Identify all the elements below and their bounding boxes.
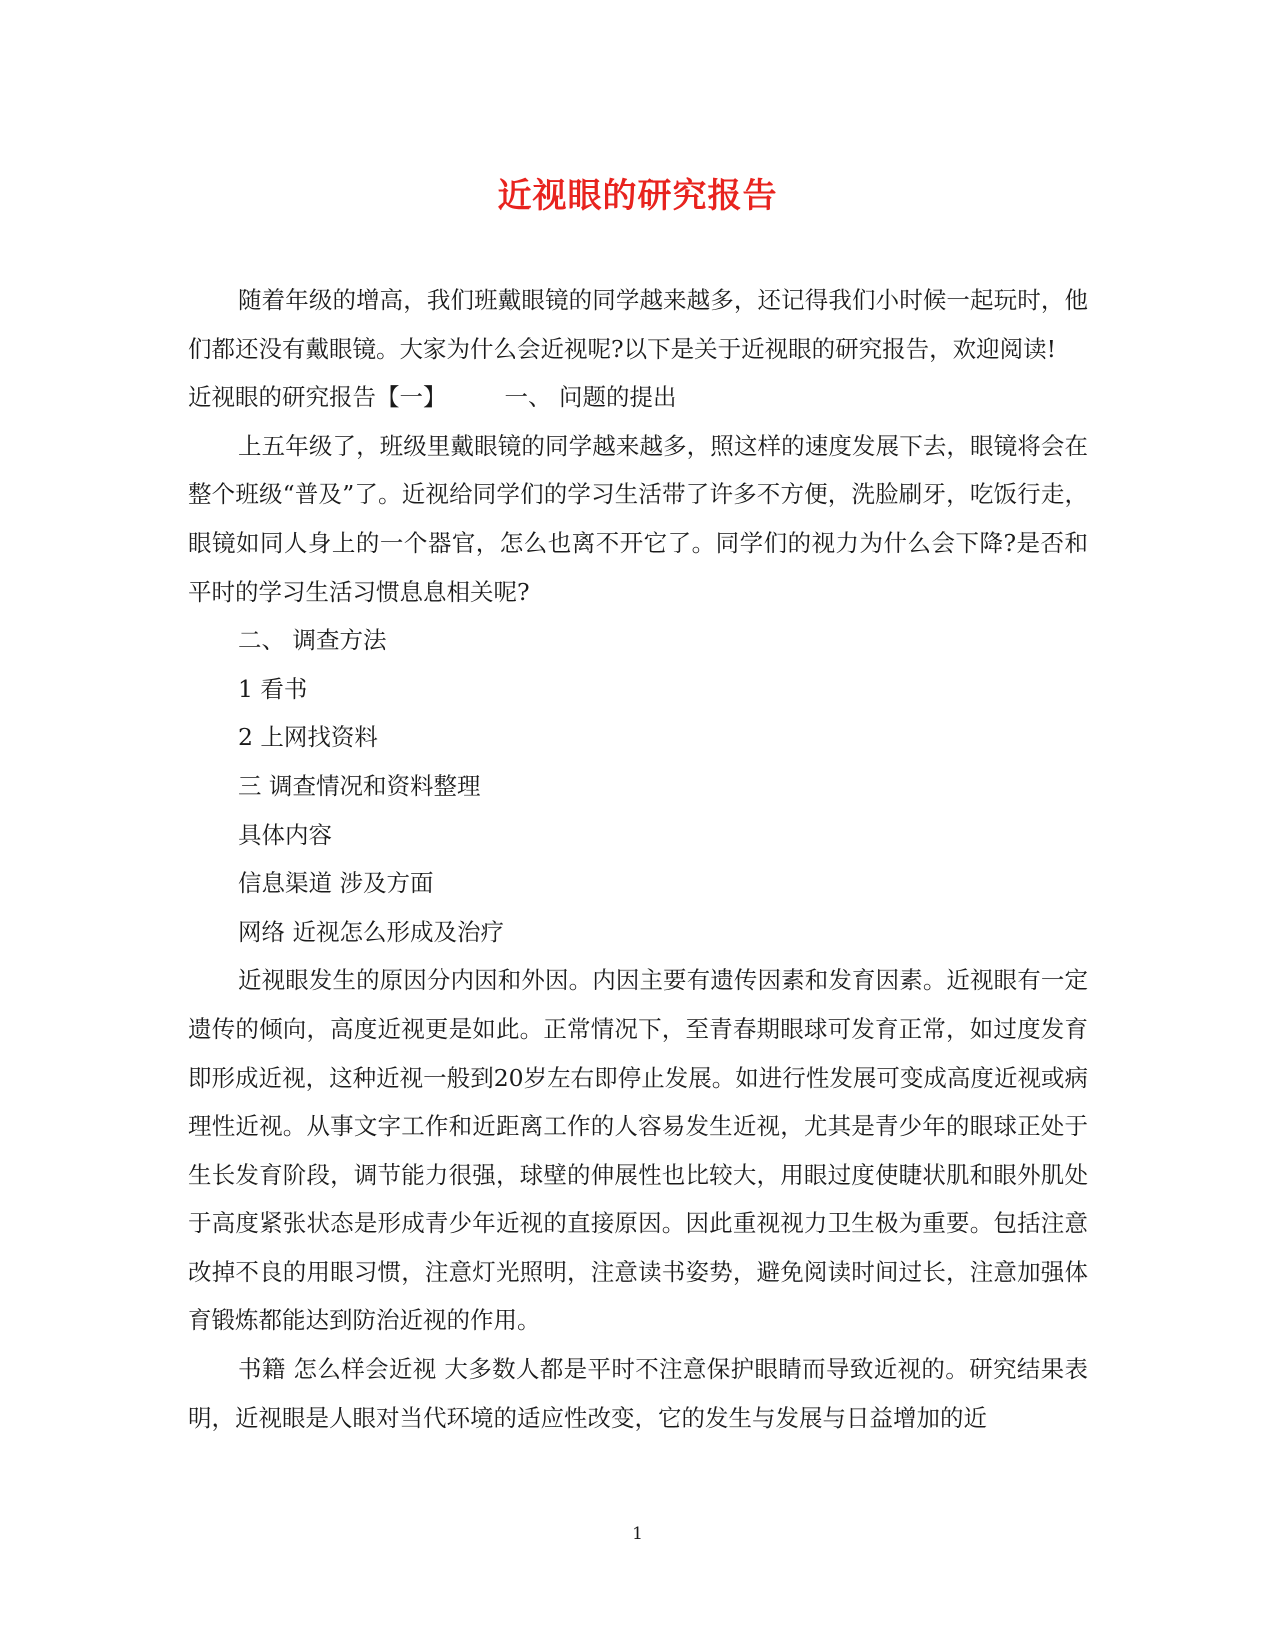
cause-paragraph: 近视眼发生的原因分内因和外因。内因主要有遗传因素和发育因素。近视眼有一定遗传的倾向，高度近视更是如此。正常情况下，至青春期眼球可发育正常，如过度发育即形成近视，这种近视一般到20岁左右即停止发展。如进行性发展可变成高度近视或病理性近视。从事文字工作和近距离工作的人容易发生近视，尤其是青少年的眼球正处于生长发育阶段，调节能力很强，球壁的伸展性也比较大，用眼过度使睫状肌和眼外肌处于高度紧张状态是形成青少年近视的直接原因。因此重视视力卫生极为重要。包括注意改掉不良的用眼习惯，注意灯光照明，注意读书姿势，避免阅读时间过长，注意加强体育锻炼都能达到防治近视的作用。 [188,966,1088,1335]
intro-paragraph: 随着年级的增高，我们班戴眼镜的同学越来越多，还记得我们小时候一起玩时，他们都还没有戴眼镜。大家为什么会近视呢?以下是关于近视眼的研究报告，欢迎阅读! [188,286,1088,363]
info-table-header: 信息渠道 涉及方面 [238,869,434,898]
problem-paragraph: 上五年级了，班级里戴眼镜的同学越来越多，照这样的速度发展下去，眼镜将会在整个班级“普及”了。近视给同学们的学习生活带了许多不方便，洗脸刷牙，吃饭行走，眼镜如同人身上的一个器官，怎么也离不开它了。同学们的视力为什么会下降?是否和平时的学习生活习惯息息相关呢? [188,431,1088,606]
method-item-1: 1 看书 [238,674,308,703]
subsection-survey: 三 调查情况和资料整理 [238,771,481,800]
subsection-method: 二、 调查方法 [238,626,387,655]
books-paragraph: 书籍 怎么样会近视 大多数人都是平时不注意保护眼睛而导致近视的。研究结果表明，近视眼是人眼对当代环境的适应性改变，它的发生与发展与日益增加的近 [188,1355,1088,1432]
method-item-2: 2 上网找资料 [238,723,378,752]
subsection-problem: 一、 问题的提出 [504,383,677,412]
info-table-row: 网络 近视怎么形成及治疗 [238,917,504,946]
section-heading: 近视眼的研究报告【一】 [188,383,447,412]
content-label: 具体内容 [238,820,332,849]
document-body [188,276,1088,1442]
section-heading-line [188,373,1088,422]
document-title: 近视眼的研究报告 [497,176,778,216]
page-number: 1 [632,1524,643,1544]
